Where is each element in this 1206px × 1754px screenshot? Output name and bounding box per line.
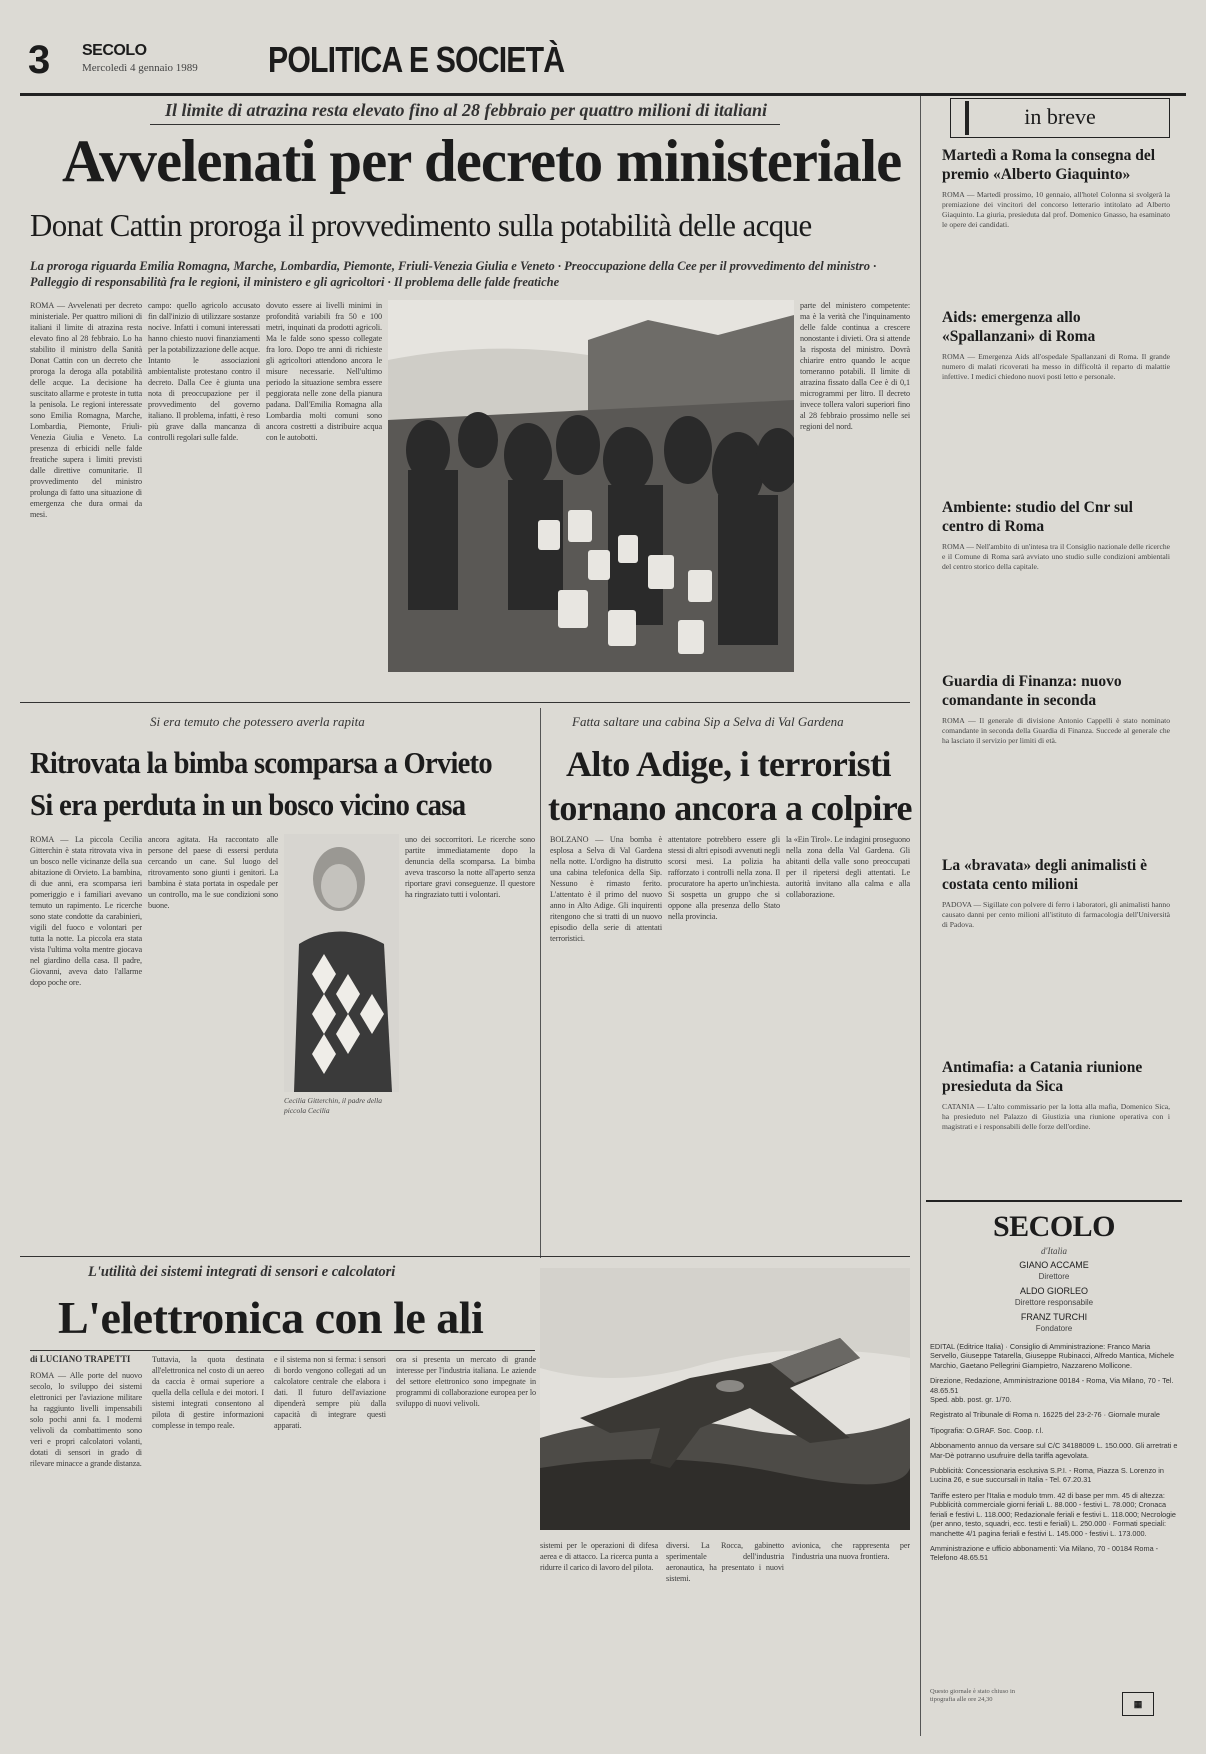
masthead-founder: FRANZ TURCHI bbox=[1020, 1312, 1088, 1322]
alto-adige-col-3: la «Ein Tirol». Le indagini proseguono nella zona della Val Gardena. Gli abitanti della valle sono preoccupati per il ripetersi degli attentati. Le autorità invitano alla calma e alla collaborazione. bbox=[786, 835, 910, 899]
alto-adige-headline-1: Alto Adige, i terroristi bbox=[566, 744, 891, 784]
masthead-line: Pubblicità: Concessionaria esclusiva S.P.I. - Roma, Piazza S. Lorenzo in Lucina 26, e sue succursali in Italia - Tel. 67.20.31 bbox=[930, 1466, 1164, 1485]
sidebar-divider bbox=[920, 96, 921, 1736]
brief-item bbox=[942, 146, 1170, 270]
masthead-name: SECOLO bbox=[992, 1210, 1116, 1243]
masthead-founder-role: Fondatore bbox=[1035, 1324, 1073, 1333]
brief-text: CATANIA — L'alto commissario per la lotta alla mafia, Domenico Sica, ha presieduto nel Palazzo di Giustizia una riunione operativa con i magistrati e i responsabili delle forze dell'ordine. bbox=[942, 1102, 1170, 1131]
alto-adige-headline-2: tornano ancora a colpire bbox=[548, 788, 912, 828]
electronics-col-3: e il sistema non si ferma: i sensori di bordo vengono collegati ad un calcolatore centrale che elabora i dati. Il futuro dell'aviazione dipenderà sempre più dalla capacità di integrare questi apparati. bbox=[274, 1355, 386, 1430]
brief-text: ROMA — Il generale di divisione Antonio Cappelli è stato nominato comandante in seconda della Guardia di Finanza. Succede al generale che ha lasciato il servizio per limiti di età. bbox=[942, 716, 1170, 745]
electronics-col-1: ROMA — Alle porte del nuovo secolo, lo sviluppo dei sistemi elettronici per l'aviazione militare ha raggiunto livelli impensabili solo pochi anni fa. I moderni velivoli da combattimento sono veri e propri calcolatori volanti, dotati di sensori in grado di rilevare minacce a grande distanza. bbox=[30, 1371, 142, 1468]
electronics-col-2: Tuttavia, la quota destinata all'elettronica nel costo di un aereo da caccia è ormai superiore a quella della cellula e dei motori. I sistemi integrati consentono al pilota di gestire informazioni complesse in tempo reale. bbox=[152, 1355, 264, 1430]
lead-summary: La proroga riguarda Emilia Romagna, Marche, Lombardia, Piemonte, Friuli-Venezia Giulia e Veneto · Preoccupazione della Cee per il provvedimento del ministro · Palleggio di responsabilità fra le regioni, il ministero e gli agricoltori · Il problema delle falde freatiche bbox=[30, 259, 877, 289]
alto-adige-col-1: BOLZANO — Una bomba è esplosa a Selva di Val Gardena nella notte. L'ordigno ha distrutto una cabina telefonica della Sip. Nessuno è rimasto ferito. L'attentato è il primo del nuovo anno in Alto Adige. Gli inquirenti ritengono che si tratti di un nuovo episodio della serie di attentati terroristici. bbox=[550, 835, 662, 943]
alto-adige-col-2: attentatore potrebbero essere gli stessi di altri episodi avvenuti negli scorsi mesi. La polizia ha rafforzato i controlli nella zona. Il procuratore ha aperto un'inchiesta. Si sospetta un gruppo che si oppone alla presenza dello Stato nella provincia. bbox=[668, 835, 780, 921]
lead-headline: Avvelenati per decreto ministeriale bbox=[62, 128, 902, 194]
masthead-resp: ALDO GIORLEO bbox=[1019, 1286, 1089, 1296]
orvieto-headline-1: Ritrovata la bimba scomparsa a Orvieto bbox=[30, 745, 492, 780]
orvieto-col-1: ROMA — La piccola Cecilia Gitterchin è stata ritrovata viva in un bosco nelle vicinanze della sua abitazione di Orvieto. La bambina, di due anni, era scomparsa ieri pomeriggio e i familiari avevano temuto un rapimento. Le ricerche sono state condotte da carabinieri, vigili del fuoco e volontari per tutta la notte. La piccola era stata vista l'ultima volta mentre giocava nel giardino della casa. Il padre, Giovanni, aveva dato l'allarme dopo poche ore. bbox=[30, 835, 142, 987]
masthead-line: Sped. abb. post. gr. 1/70. bbox=[930, 1395, 1012, 1405]
electronics-byline: di LUCIANO TRAPETTI bbox=[30, 1354, 131, 1364]
masthead-line: Abbonamento annuo da versare sul C/C 34188009 L. 150.000. Gli arretrati e Mar-Dè potranno usufruire della tariffa agevolata. bbox=[930, 1441, 1178, 1460]
lead-col-1: ROMA — Avvelenati per decreto ministeriale. Per quattro milioni di italiani il limite di atrazina resta elevato fino al 28 febbraio. Lo ha stabilito il ministro della Sanità Donat Cattin con un decreto che proroga la deroga alla potabilità delle acque. La decisione ha suscitato allarme e proteste in tutta la penisola. Le regioni interessate sono Emilia Romagna, Marche, Lombardia, Piemonte, Friuli-Venezia Giulia e Veneto. La presenza di erbicidi nelle falde freatiche supera i limiti previsti dalle direttive comunitarie. Il provvedimento del ministro prolunga di fatto una situazione di emergenza che dura ormai da mesi. bbox=[30, 301, 142, 519]
orvieto-headline-2: Si era perduta in un bosco vicino casa bbox=[30, 787, 466, 822]
page-header bbox=[0, 0, 1206, 95]
orvieto-kicker: Si era temuto che potessero averla rapita bbox=[150, 714, 365, 729]
section-title: POLITICA E SOCIETÀ bbox=[268, 39, 565, 80]
masthead-lines bbox=[930, 1342, 1178, 1563]
brief-item bbox=[942, 498, 1170, 642]
kicker-rule bbox=[150, 124, 780, 125]
mid-rule bbox=[20, 1256, 910, 1257]
masthead-line: Direzione, Redazione, Amministrazione 00184 - Roma, Via Milano, 70 - Tel. 48.65.51 bbox=[930, 1376, 1174, 1395]
masthead-resp-role: Direttore responsabile bbox=[1014, 1298, 1094, 1307]
lead-col-2: campo: quello agricolo accusato fin dall'inizio di utilizzare sostanze nocive. Infatti i comuni interessati hanno chiesto nuovi finanziamenti per la potabilizzazione delle acque. Intanto le associazioni ambientaliste protestano contro il decreto. Dalla Cee è giunta una nota di preoccupazione per il provvedimento del governo italiano. Il problema, infatti, è reso più grave dalla mancanza di controlli regolari sulle falde. bbox=[148, 301, 260, 442]
brief-title: La «bravata» degli animalisti è costata cento milioni bbox=[942, 857, 1147, 893]
paper-name: SECOLO bbox=[82, 42, 147, 59]
brief-item bbox=[942, 672, 1170, 836]
brief-text: ROMA — Nell'ambito di un'intesa tra il Consiglio nazionale delle ricerche e il Comune di Roma sarà avviato uno studio sulle condizioni ambientali del centro storico della capitale. bbox=[942, 542, 1170, 571]
in-breve-box bbox=[950, 98, 1170, 138]
orvieto-caption: Cecilia Gitterchin, il padre della piccola Cecilia bbox=[284, 1096, 382, 1115]
story-divider bbox=[540, 708, 541, 1258]
electronics-kicker: L'utilità dei sistemi integrati di sensori e calcolatori bbox=[88, 1264, 396, 1280]
lead-kicker: Il limite di atrazina resta elevato fino al 28 febbraio per quattro milioni di italiani bbox=[165, 100, 768, 120]
brief-title: Ambiente: studio del Cnr sul centro di Roma bbox=[942, 499, 1133, 535]
brief-item bbox=[942, 308, 1170, 452]
union-logo-icon: ▦ bbox=[1122, 1692, 1154, 1716]
brief-item bbox=[942, 856, 1170, 1040]
electronics-col-5: sistemi per le operazioni di difesa aerea e di attacco. La ricerca punta a ridurre il carico di lavoro del pilota. bbox=[540, 1541, 658, 1572]
masthead-line: Registrato al Tribunale di Roma n. 16225 del 23-2-76 · Giornale murale bbox=[930, 1410, 1160, 1420]
brief-item bbox=[942, 1058, 1170, 1182]
alto-adige-kicker: Fatta saltare una cabina Sip a Selva di Val Gardena bbox=[572, 714, 844, 729]
electronics-col-4: ora si presenta un mercato di grande interesse per l'industria italiana. Le aziende del settore elettronico sono impegnate in programmi di collaborazione europea per lo sviluppo di nuovi velivoli. bbox=[396, 1355, 536, 1408]
electronics-headline: L'elettronica con le ali bbox=[58, 1292, 484, 1343]
masthead-line: Amministrazione e ufficio abbonamenti: Via Milano, 70 - 00184 Roma - Telefono 48.65.51 bbox=[930, 1543, 1159, 1563]
in-breve-sidebar bbox=[930, 96, 1186, 1180]
masthead-line: Tipografia: O.GRAF. Soc. Coop. r.l. bbox=[930, 1425, 1044, 1435]
masthead-footnote: Questo giornale è stato chiuso in tipografia alle ore 24,30 bbox=[930, 1688, 1016, 1703]
water-queue-photo bbox=[388, 300, 794, 672]
masthead-box bbox=[926, 1200, 1182, 1738]
orvieto-col-2: ancora agitata. Ha raccontato alle persone del paese di essersi perduta cercando un cane. Sul luogo del ritrovamento sono giunti i genitori. La bambina è stata portata in ospedale per un controllo, ma le sue condizioni sono buone. bbox=[148, 835, 278, 910]
masthead-sub: d'Italia bbox=[1041, 1246, 1067, 1256]
brief-text: ROMA — Martedì prossimo, 10 gennaio, all'hotel Colonna si svolgerà la premiazione dei vincitori del concorso letterario intitolato ad Alberto Giaquinto. La giuria, presieduta dal prof. Domenico Gnasso, ha esaminato le opere dei candidati. bbox=[942, 190, 1170, 229]
lead-col-4: parte del ministero competente: ma è la verità che l'inquinamento delle falde continua a crescere nonostante i divieti. Ora si attende la risposta del ministro. Dovrà chiarire entro quando le acque torneranno potabili. Il limite di atrazina fissato dalla Cee è di 0,1 microgrammi per litro. Il decreto invece tollera valori superiori fino al 28 febbraio prossimo nelle sei regioni del nord. bbox=[800, 301, 910, 431]
brief-title: Antimafia: a Catania riunione presieduta da Sica bbox=[942, 1059, 1143, 1095]
lead-col-3: dovuto essere ai livelli minimi in profondità variabili fra 50 e 100 metri, inquinati da prodotti agricoli. Ma le falde sono spesso collegate fra loro. Dopo tre anni di richieste gli agricoltori attendono ancora le misure necessarie. Nell'ultimo periodo la situazione sembra essere peggiorata nelle zone della pianura padana. Dall'Emilia Romagna alla Lombardia molti comuni sono ancora costretti a distribuire acqua con le autobotti. bbox=[266, 301, 382, 442]
brief-title: Martedì a Roma la consegna del premio «Alberto Giaquinto» bbox=[942, 147, 1156, 183]
electronics-col-7: avionica, che rappresenta per l'industria una nuova frontiera. bbox=[792, 1541, 910, 1561]
page-number: 3 bbox=[28, 38, 51, 82]
girl-portrait-photo bbox=[284, 834, 399, 1092]
masthead-director: GIANO ACCAME bbox=[1019, 1260, 1089, 1270]
brief-text: ROMA — Emergenza Aids all'ospedale Spallanzani di Roma. Il grande numero di malati ricoverati ha messo in difficoltà il reparto di malattie infettive. I medici chiedono nuovi posti letto e personale. bbox=[942, 352, 1170, 381]
brief-text: PADOVA — Sigillate con polvere di ferro i laboratori, gli animalisti hanno causato danni per cento milioni all'istituto di farmacologia dell'Università di Padova. bbox=[942, 900, 1170, 929]
orvieto-col-3: uno dei soccorritori. Le ricerche sono partite immediatamente dopo la denuncia della scomparsa. La bimba aveva trascorso la notte all'aperto senza riportare gravi conseguenze. Il questore ha ringraziato tutti i volontari. bbox=[405, 835, 535, 899]
fighter-jet-photo bbox=[540, 1268, 910, 1530]
masthead-director-role: Direttore bbox=[1038, 1272, 1070, 1281]
lead-subhead: Donat Cattin proroga il provvedimento sulla potabilità delle acque bbox=[30, 207, 812, 243]
electronics-col-6: diversi. La Rocca, gabinetto sperimentale dell'industria aeronautica, ha presentato i nuovi sistemi. bbox=[666, 1541, 784, 1583]
header-date: Mercoledì 4 gennaio 1989 bbox=[82, 62, 198, 74]
byline-rule bbox=[30, 1350, 535, 1351]
brief-title: Guardia di Finanza: nuovo comandante in seconda bbox=[942, 673, 1122, 709]
brief-title: Aids: emergenza allo «Spallanzani» di Roma bbox=[942, 309, 1096, 345]
lead-bottom-rule bbox=[20, 702, 910, 703]
in-breve-title: in breve bbox=[1024, 104, 1096, 129]
masthead-line: Tariffe estero per l'Italia e modulo tmm. 42 di base per mm. 45 di altezza: Pubblicità commerciale giorni feriali L. 88.000 - festivi L. 78.000; Cronaca feriali e festivi L. 118.000; Redazionale feriali e festivi L. 118.000; Necrologie (per anno, testo, squadri, ecc. testi e feriali) L. 250.000 · Formati speciali: manchette 4/1 pagina feriali e festivi L. 145.000 - festivi L. 173.000. bbox=[930, 1490, 1176, 1538]
masthead-line: EDITAL (Editrice Italia) · Consiglio di Amministrazione: Franco Maria Servello, Giuseppe Tatarella, Giuseppe Rubinacci, Alfredo Mantica, Michele Marchio, Gaetano Pellegrini Giampietro, Nazzareno Mollicone. bbox=[930, 1342, 1175, 1370]
